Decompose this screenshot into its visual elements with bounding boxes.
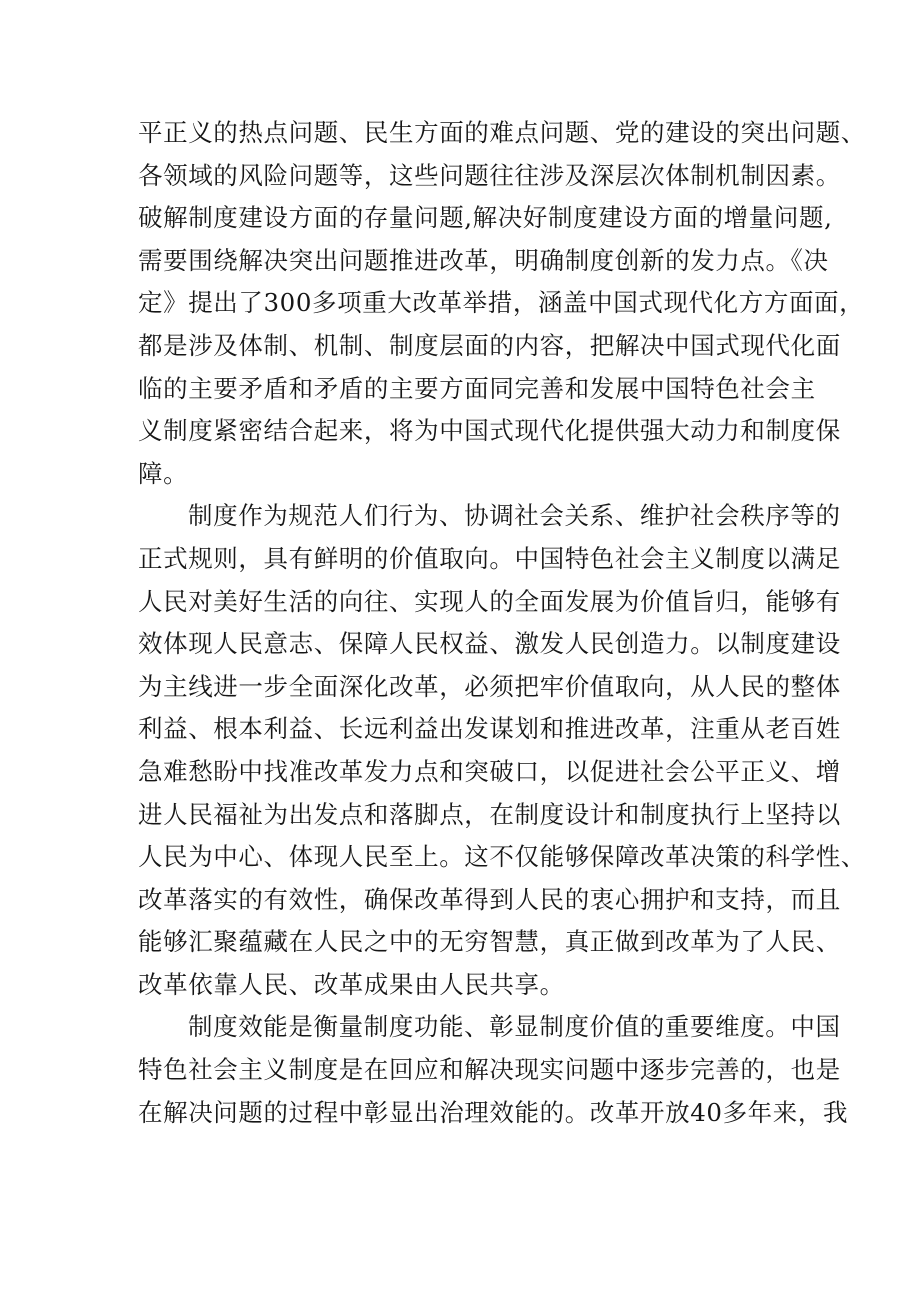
- paragraph-first-line: 制度作为规范人们行为、协调社会关系、维护社会秩序等的: [188, 501, 841, 531]
- text-line: 破解制度建设方面的存量问题,解决好制度建设方面的增量问题,: [138, 203, 833, 233]
- text-line: 在解决问题的过程中彰显出治理效能的。改革开放40多年来，我: [138, 1097, 849, 1127]
- text-line: 进人民福祉为出发点和落脚点，在制度设计和制度执行上坚持以: [138, 799, 841, 829]
- text-line: 能够汇聚蕴藏在人民之中的无穷智慧，真正做到改革为了人民、: [138, 927, 841, 957]
- text-line: 平正义的热点问题、民生方面的难点问题、党的建设的突出问题、: [138, 118, 866, 147]
- text-line: 改革依靠人民、改革成果由人民共享。: [138, 969, 565, 999]
- body-text: [138, 112, 866, 1134]
- text-line: 定》提出了300多项重大改革举措，涵盖中国式现代化方方面面，: [138, 288, 865, 318]
- text-line: 特色社会主义制度是在回应和解决现实问题中逐步完善的，也是: [138, 1055, 841, 1085]
- text-line: 需要围绕解决突出问题推进改革，明确制度创新的发力点。《决: [138, 245, 829, 275]
- text-line: 人民对美好生活的向往、实现人的全面发展为价值旨归，能够有: [138, 586, 841, 616]
- text-line: 效体现人民意志、保障人民权益、激发人民创造力。以制度建设: [138, 629, 841, 659]
- text-line: 改革落实的有效性，确保改革得到人民的衷心拥护和支持，而且: [138, 884, 841, 914]
- text-line: 为主线进一步全面深化改革，必须把牢价值取向，从人民的整体: [138, 671, 841, 701]
- text-line: 各领域的风险问题等，这些问题往往涉及深层次体制机制因素。: [138, 160, 841, 190]
- text-line: 正式规则，具有鲜明的价值取向。中国特色社会主义制度以满足: [138, 543, 841, 573]
- text-line: 临的主要矛盾和矛盾的主要方面同完善和发展中国特色社会主: [138, 373, 816, 403]
- text-line: 人民为中心、体现人民至上。这不仅能够保障改革决策的科学性、: [138, 842, 866, 872]
- text-line: 障。: [138, 458, 189, 488]
- paragraph-first-line: 制度效能是衡量制度功能、彰显制度价值的重要维度。中国: [188, 1012, 841, 1042]
- text-line: 义制度紧密结合起来，将为中国式现代化提供强大动力和制度保: [138, 416, 841, 446]
- text-line: 急难愁盼中找准改革发力点和突破口，以促进社会公平正义、增: [138, 756, 841, 786]
- text-line: 都是涉及体制、机制、制度层面的内容，把解决中国式现代化面: [138, 330, 841, 360]
- text-line: 利益、根本利益、长远利益出发谋划和推进改革，注重从老百姓: [138, 714, 841, 744]
